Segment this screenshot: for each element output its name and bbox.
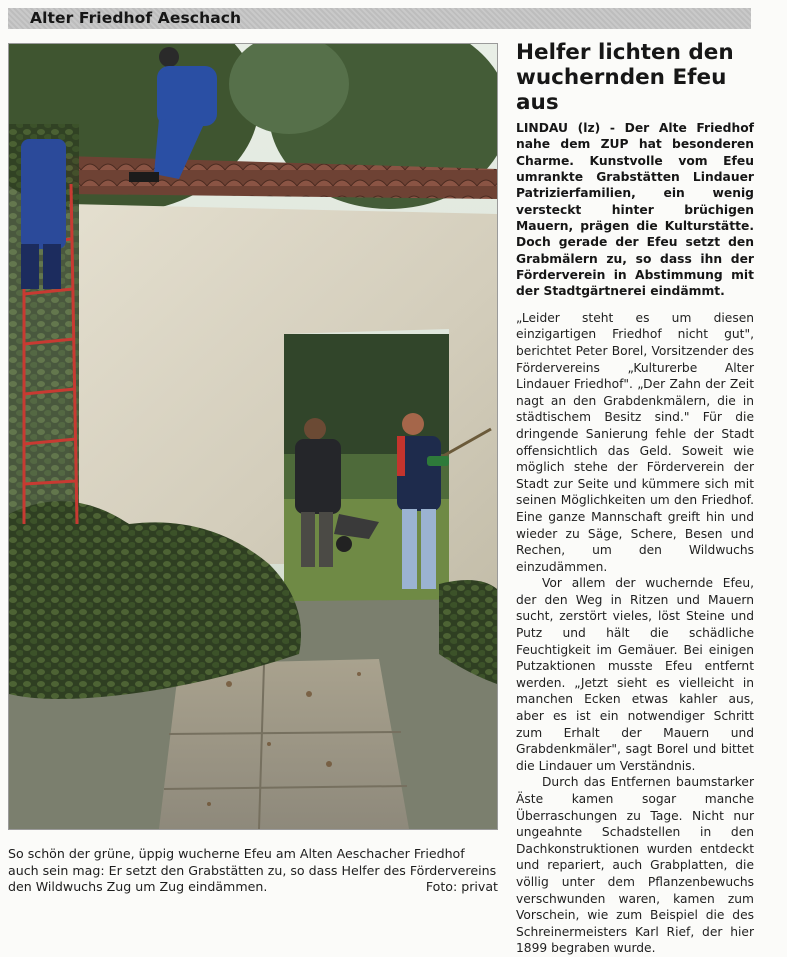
section-kicker: Alter Friedhof Aeschach <box>30 9 242 27</box>
article-paragraph: Vor allem der wuchernde Efeu, der den Weg in Ritzen und Mauern sucht, zerstört vieles, löst Steine und Putz und hält die schädliche Feuchtigkeit im Gemäuer. Bei einigen Putzaktionen musste Efeu entfernt werden. „Jetzt sieht es vielleicht in manchen Ecken etwas kahler aus, aber es ist ein notwendiger Schritt zum Erhalt der Mauern und Grabdenkmäler", sagt Borel und bittet die Lindauer um Verständnis. <box>516 576 754 773</box>
photo-caption <box>8 846 498 896</box>
cemetery-wall-photo <box>9 44 497 829</box>
article-lead: LINDAU (lz) - Der Alte Friedhof nahe dem ZUP hat besonderen Charme. Kunstvolle vom Efeu umrankte Grabstätten Lindauer Patrizierfamilien, ein wenig versteckt hinter brüchigen Mauern, prägen die Kulturstätte. Doch gerade der Efeu setzt den Grabmälern zu, so dass ihn der Förderverein in Abstimmung mit der Stadtgärtnerei eindämmt. <box>516 121 754 299</box>
article-headline: Helfer lichten den wuchernden Efeu aus <box>516 40 734 115</box>
article <box>516 40 754 957</box>
photo-credit: Foto: privat <box>425 879 498 894</box>
section-banner <box>8 8 751 29</box>
article-body <box>516 310 754 957</box>
worker-on-ladder <box>21 139 66 289</box>
article-paragraph: „Leider steht es um diesen einzigartigen Friedhof nicht gut", berichtet Peter Borel, Vorsitzender des Fördervereins „Kulturerbe Alter Lindauer Friedhof". „Der Zahn der Zeit nagt an den Grabdenkmälern, die in städtischem Besitz sind." Für die dringende Sanierung fehle der Stadt offensichtlich das Geld. Soweit wie möglich stehe der Förderverein der Stadt zur Seite und kümmere sich mit seinen Möglichkeiten um den Friedhof. Eine ganze Mannschaft greift hin und wieder zu Säge, Schere, Besen und Rechen, um den Wildwuchs einzudämmen. <box>516 310 754 574</box>
article-paragraph: Durch das Entfernen baumstarker Äste kamen sogar manche Überraschungen zu Tage. Nicht nur ungeahnte Schadstellen in den Dachkonstruktionen wurden entdeckt und repariert, auch Grabplatten, die völlig unter dem Pflanzenbewuchs verschwunden waren, kamen zum Vorschein, wie zum Beispiel die des Schreinermeisters Karl Rief, der hier 1899 begraben wurde. <box>516 775 754 956</box>
stone-path <box>159 659 409 829</box>
article-photo <box>8 43 498 830</box>
caption-text: So schön der grüne, üppig wucherne Efeu am Alten Aeschacher Friedhof auch sein mag: Er setzt den Grabstätten zu, so dass Helfer des Fördervereins den Wildwuchs Zug um Zug eindämmen. <box>8 846 497 894</box>
